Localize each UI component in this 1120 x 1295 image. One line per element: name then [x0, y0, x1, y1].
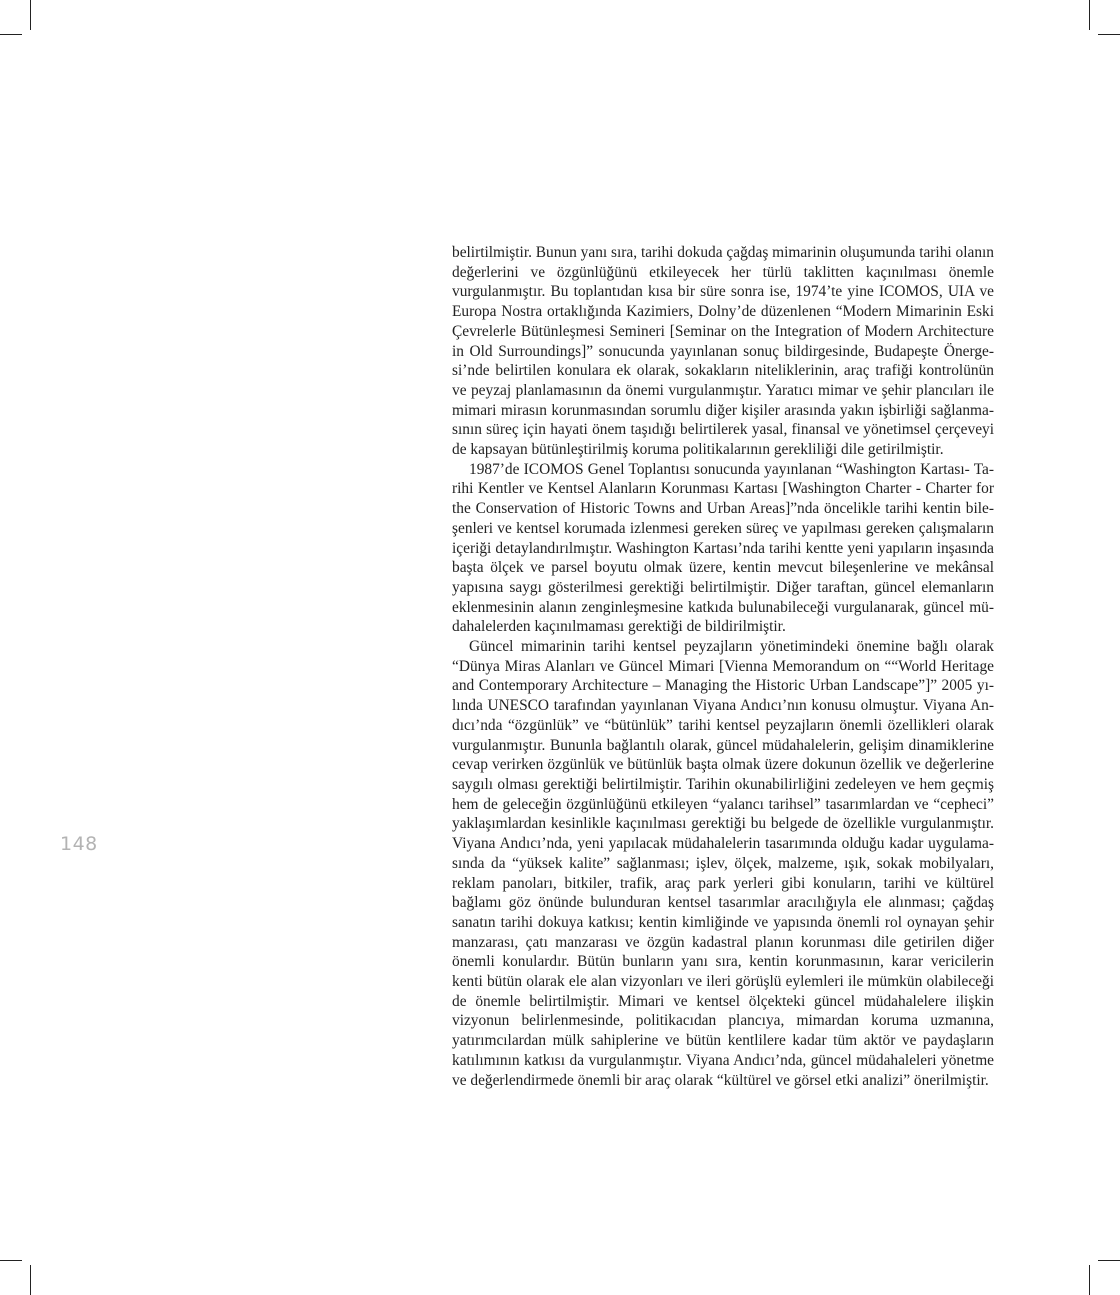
paragraph: belirtilmiştir. Bunun yanı sıra, tarihi dokuda çağdaş mimarinin oluşumunda tarihi olanın değerlerini ve özgünlüğünü etkileyecek her türlü taklitten kaçınılması önemle vurgulanmıştır. Bu toplantıdan kısa bir süre sonra ise, 1974’te yine ICOMOS, UIA ve Europa Nostra ortaklığında Kazimiers, Dolny’de düzenlenen “Modern Mimarinin Eski Çevrelerle Bütünleşmesi Semineri [Seminar on the Integration of Modern Architecture in Old Surroundings]” sonucunda yayınlanan sonuç bildirgesinde, Budapeşte Önergesi’nde belirtilen konulara ek olarak, sokakların niteliklerinin, araç trafiği kontrolünün ve peyzaj planlamasının da önemi vurgulanmıştır. Yaratıcı mimar ve şehir plancıları ile mimari mirasın korunmasından sorumlu diğer kişiler arasında yakın işbirliği sağlanmasının süreç için hayati önem taşıdığı belirtilerek yasal, finansal ve yönetimsel çerçeveyi de kapsayan bütünleştirilmiş koruma politikalarının gerekliliği dile getirilmiştir.	[452, 244, 995, 459]
crop-mark-top-right-vertical	[1089, 0, 1090, 30]
paragraph: 1987’de ICOMOS Genel Toplantısı sonucunda yayınlanan “Washington Kartası- Tarihi Kentler ve Kentsel Alanların Korunması Kartası [Washington Charter - Charter for the Conservation of Historic Towns and Urban Areas]”nda öncelikle tarihi kentin bileşenleri ve kentsel korumada izlenmesi gereken süreç ve yapılması gereken çalışmaların içeriği detaylandırılmıştır. Washington Kartası’nda tarihi kentte yeni yapıların inşasında başta ölçek ve parsel boyutu olmak üzere, kentin mevcut bileşenlerine ve mekânsal yapısına saygı gösterilmesi gerektiği belirtilmiştir. Diğer taraftan, güncel elemanların eklenmesinin alanın zenginleşmesine katkıda bulunabileceği vurgulanarak, güncel müdahalelerden kaçınılmaması gerektiği de bildirilmiştir.	[452, 460, 994, 636]
crop-mark-bottom-right-horizontal	[1098, 1260, 1120, 1261]
crop-mark-top-left-vertical	[30, 0, 31, 30]
paragraph: Güncel mimarinin tarihi kentsel peyzajların yönetimindeki önemine bağlı olarak “Dünya Miras Alanları ve Güncel Mimari [Vienna Memorandum on ““World Heritage and Contemporary Architecture – Managing the Historic Urban Landscape”]” 2005 yılında UNESCO tarafından yayınlanan Viyana Andıcı’nın konusu olmuştur. Viyana Andıcı’nda “özgünlük” ve “bütünlük” tarihi kentsel peyzajların önemli özellikleri olarak vurgulanmıştır. Bununla bağlantılı olarak, güncel müdahalelerin, gelişim dinamiklerine cevap verirken özgünlük ve bütünlük başta olmak üzere dokunun özellik ve değerlerine saygılı olması gerektiği belirtilmiştir. Tarihin okunabilirliğini zedeleyen ve hem geçmiş hem de geleceğin özgünlüğünü etkileyen “yalancı tarihsel” tasarımlardan ve “cepheci” yaklaşımlardan kesinlikle kaçınılması gerektiği bu belgede de özellikle vurgulanmıştır. Viyana Andıcı’nda, yeni yapılacak müdahalelerin tasarımında olduğu kadar uygulamasında da “yüksek kalite” sağlanması; işlev, ölçek, malzeme, ışık, sokak mobilyaları, reklam panoları, bitkiler, trafik, araç park yerleri gibi konuların, tarihi ve kültürel bağlamı göz önünde bulunduran kentsel tasarımlar aracılığıyla ele alınması; çağdaş sanatın tarihi dokuya katkısı; kentin kimliğinde ve yapısında önemli rol oynayan şehir manzarası, çatı manzarası ve özgün kadastral planın korunması dile getirilen diğer önemli konulardır. Bütün bunların yanı sıra, kentin korunmasının, karar vericilerin kenti bütün olarak ele alan vizyonları ve ileri görüşlü eylemleri ile mümkün olabileceği de önemle belirtilmiştir. Mimari ve kentsel ölçekteki güncel müdahalelere ilişkin vizyonun belirlenmesinde, politikacıdan plancıya, mimardan koruma uzmanına, yatırımcılardan mülk sahiplerine ve bütün kentlilere kadar tüm aktör ve paydaşların katılımının katkısı da vurgulanmıştır. Viyana Andıcı’nda, güncel müdahaleleri yönetme ve değerlendirmede önemli bir araç olarak “kültürel ve görsel etki analizi” önerilmiştir.	[452, 638, 994, 1089]
crop-mark-bottom-left-vertical	[30, 1265, 31, 1295]
crop-mark-top-right-horizontal	[1098, 34, 1120, 35]
crop-mark-bottom-right-vertical	[1089, 1265, 1090, 1295]
body-text	[452, 243, 994, 1090]
crop-mark-bottom-left-horizontal	[0, 1260, 22, 1261]
crop-mark-top-left-horizontal	[0, 34, 22, 35]
page-number: 148	[60, 833, 98, 855]
